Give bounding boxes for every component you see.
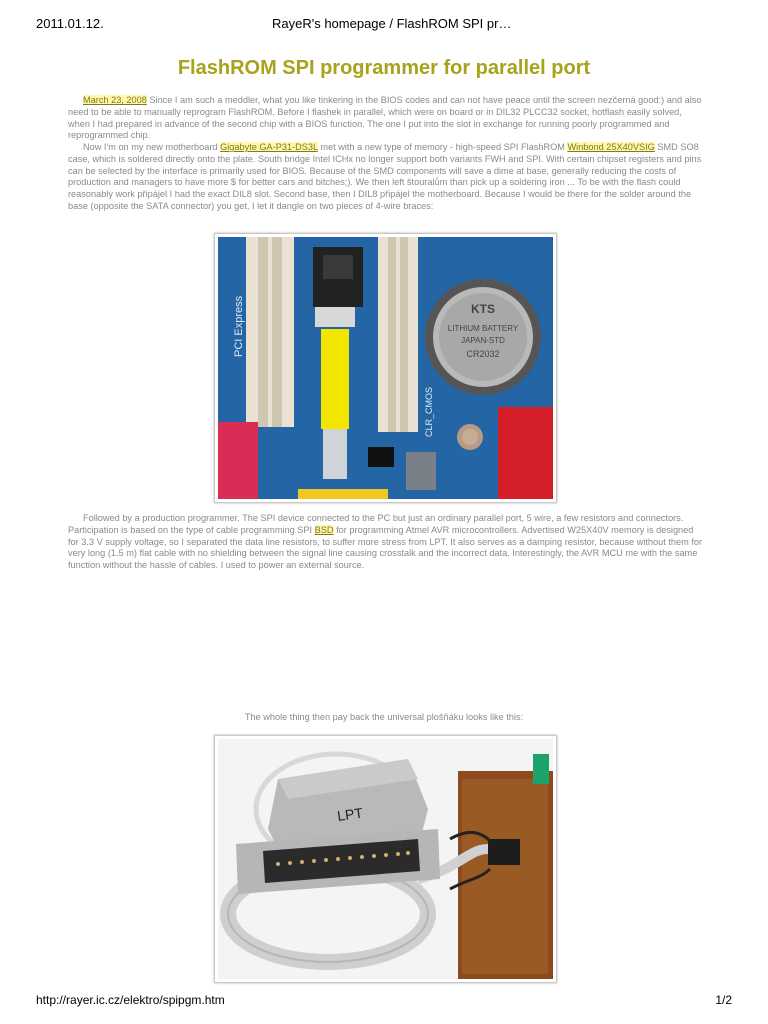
article-title: FlashROM SPI programmer for parallel port [177,57,591,79]
p3-text-a: Followed by a production programmer. The SPI device connected to the PC but just an ordinary parallel port, 5 wire, a few resistors and connectors. Participation is based on the type of cable programming SPI [68,513,684,535]
motherboard-paragraph [68,142,704,213]
programmer-paragraph [68,513,704,572]
battery-brand-label: KTS [471,302,495,316]
battery-line2-label: JAPAN-STD [461,336,505,345]
programmer-photo [214,735,557,983]
intro-paragraph [68,95,704,142]
date-link[interactable]: March 23, 2008 [83,95,147,105]
p2-text-c: SMD SO8 case, which is soldered directly onto the plate. South bridge Intel ICHx no longer support both variants FWH and SPI. With certain chipset registers and pins can be selected by the interface is primarily used for BIOS. Because of the SMD components will save a dime at base, generally reducing the costs of production and managers to have more $ for better cars and bitches;). We then left štouralům than pick up a soldering iron ... To be with the flash could reasonably work připájel I had the exact DIL8 slot. Second base, then I DIL8 připájel the motherboard. Because I would be there for the solder around the base (opposite the SATA connector) you get, I let it dangle on two pieces of 4-wire braces: [68,142,702,211]
motherboard-link[interactable]: Gigabyte GA-P31-DS3L [220,142,318,152]
print-footer-page-number: 1/2 [715,993,732,1007]
flashrom-chip-link[interactable]: Winbond 25X40VSIG [567,142,655,152]
pci-express-label: PCI Express [233,295,245,357]
photo-caption: The whole thing then pay back the universal plošňáku looks like this: [244,712,524,722]
battery-model-label: CR2032 [466,349,500,359]
clr-cmos-label: CLR_CMOS [424,386,434,437]
p2-text-b: met with a new type of memory - high-speed SPI FlashROM [317,142,568,152]
print-header-title: RayeR's homepage / FlashROM SPI pr… [272,16,512,31]
lpt-label: LPT [336,804,364,824]
p3-text-b: for programming Atmel AVR microcontrollers. Advertised W25X40V memory is designed for 3.3 V supply voltage, so I separated the data line resistors, to suffer more stress from LPT. It also serves as a damping resistor, because without them for very long (1.5 m) flat cable with no shielding between the signal line causing crosstalk and the incorrect data. Interestingly, the AVR MCU me with the same function without the hassle of cables. I used to power an external source. [68,524,703,571]
intro-text: Since I am such a meddler, what you like tinkering in the BIOS codes and can not have peace until the screen nezčerná good:) and also need to be able to manually reprogram FlashROM. Before I flashek in parallel, which were on board or in DIL32 PLCC32 socket, hotflash easily solved, when I had prepared in advance of the second chip with a BIOS function. The one I put into the slot in exchange for running poorly programmed and reprogrammed chip. [68,95,702,141]
p2-text-a: Now I'm on my new motherboard [83,142,221,152]
motherboard-photo [214,233,557,503]
print-footer-url: http://rayer.ic.cz/elektro/spipgm.htm [36,993,225,1007]
bsd-link[interactable]: BSD [314,524,334,535]
print-header-date: 2011.01.12. [36,16,104,31]
battery-line1-label: LITHIUM BATTERY [447,324,519,333]
